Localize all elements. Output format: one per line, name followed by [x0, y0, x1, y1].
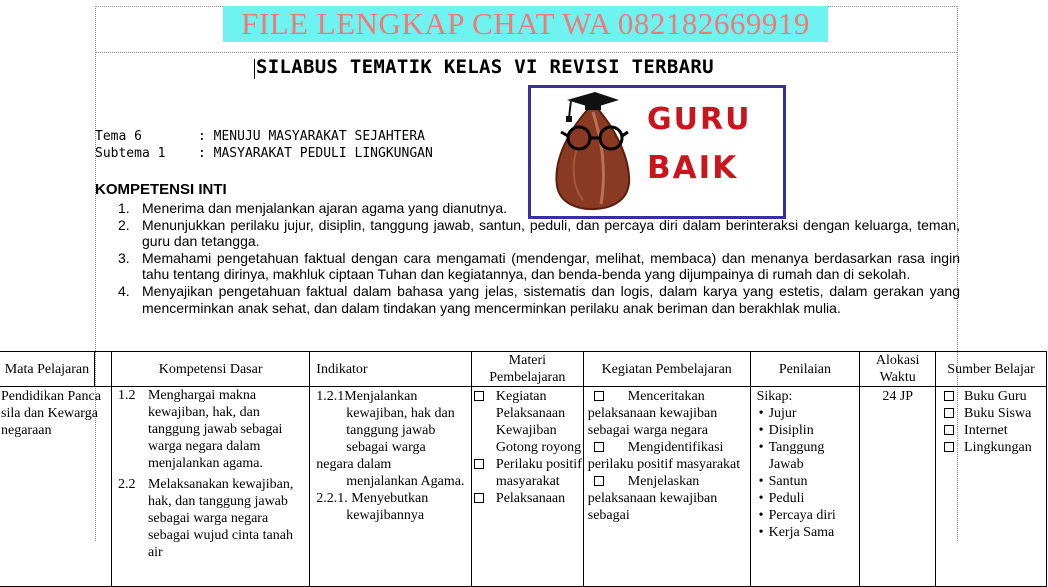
kd-item: [112, 387, 309, 472]
indikator-content: [310, 387, 471, 525]
alokasi-text: 24 JP: [882, 389, 914, 404]
bullet-icon: •: [758, 440, 764, 455]
kd-item-text: Melaksanakan kewajiban, hak, dan tanggung jawab sebagai warga negara sebagai wujud cinta tanah air: [147, 477, 294, 560]
silabus-table: [0, 351, 1047, 587]
sumber-text: Lingkungan: [964, 440, 1032, 455]
penilaian-text: Jujur: [768, 406, 797, 421]
sumber-item: [942, 439, 1046, 456]
cell-penilaian: [750, 387, 860, 587]
kegiatan-item: [588, 439, 746, 473]
document-title: SILABUS TEMATIK KELAS VI REVISI TERBARU: [256, 56, 714, 78]
kegiatan-item: [588, 473, 746, 524]
subtema-value: : MASYARAKAT PEDULI LINGKUNGAN: [198, 146, 433, 161]
materi-item: [472, 490, 583, 507]
ki-item-text: Menerima dan menjalankan ajaran agama yang dianutnya.: [142, 200, 508, 216]
penilaian-text: Santun: [768, 474, 808, 489]
penilaian-item: [757, 490, 857, 507]
penilaian-text: Kerja Sama: [768, 525, 835, 540]
penilaian-text: Tanggung Jawab: [768, 440, 825, 472]
ki-item: [112, 283, 960, 316]
ki-item-number: 3.: [118, 249, 130, 266]
penilaian-item: [757, 422, 857, 439]
header-penilaian: Penilaian: [750, 352, 860, 387]
penilaian-label: Sikap:: [756, 389, 793, 404]
kd-item: [112, 476, 309, 561]
ki-item-text: Memahami pengetahuan faktual dengan cara mengamati (mendengar, melihat, membaca) dan menanya berdasarkan rasa ingin tahu tentang dirinya, makhluk ciptaan Tuhan dan kegiatannya, dan benda-benda yang dijumpainya di rumah dan di sekolah.: [142, 249, 960, 283]
ki-item-text: Menyajikan pengetahuan faktual dalam bahasa yang jelas, sistematis dan logis, dalam karya yang estetis, dalam gerakan yang mencerminkan anak sehat, dan dalam tindakan yang mencerminkan perilaku anak beriman dan berakhlak mulia.: [142, 282, 960, 316]
materi-item: [472, 388, 583, 456]
penilaian-item: [757, 439, 857, 473]
cell-kegiatan: [583, 387, 750, 587]
materi-item: [472, 456, 583, 490]
header-alokasi: Alokasi Waktu: [860, 352, 936, 387]
header-materi: Materi Pembelajaran: [471, 352, 583, 387]
logo-text-baik: BAIK: [647, 150, 739, 186]
ki-item-number: 1.: [118, 200, 130, 216]
materi-text: Perilaku positif masyarakat: [495, 457, 582, 489]
checkbox-icon: [944, 425, 954, 435]
penilaian-item: [757, 473, 857, 490]
penilaian-item: [757, 524, 857, 541]
cell-indikator: [310, 387, 472, 587]
header-indikator: Indikator: [310, 352, 472, 387]
header-kd: Kompetensi Dasar: [111, 352, 309, 387]
ki-list: [112, 200, 960, 316]
kd-item-text: Menghargai makna kewajiban, hak, dan tanggung jawab sebagai warga negara dalam menjalankan agama.: [147, 388, 283, 471]
kegiatan-list: [584, 387, 750, 524]
ki-item: [112, 217, 960, 250]
ki-item-number: 2.: [118, 216, 130, 233]
penilaian-list: [757, 405, 857, 541]
bullet-icon: •: [758, 423, 764, 438]
indikator-line: 2.2.1. Menyebutkan kewajibannya: [316, 491, 429, 523]
sumber-text: Internet: [964, 423, 1008, 438]
header-sumber: Sumber Belajar: [936, 352, 1047, 387]
kd-item-number: 1.2: [117, 388, 136, 403]
table-row: [0, 387, 1047, 587]
kegiatan-text: Menceritakan pelaksanaan kewajiban sebagai warga negara: [587, 389, 718, 438]
bullet-icon: •: [758, 406, 764, 421]
cell-kd: [111, 387, 309, 587]
checkbox-icon: [594, 476, 604, 486]
kegiatan-text: Menjelaskan pelaksanaan kewajiban sebagai: [587, 474, 718, 523]
table-header-row: [0, 352, 1047, 387]
ki-heading: KOMPETENSI INTI: [95, 181, 227, 198]
checkbox-icon: [474, 391, 484, 401]
margin-guide-header: [95, 52, 957, 53]
tema-value: : MENUJU MASYARAKAT SEJAHTERA: [198, 129, 425, 144]
subtema-line: [95, 146, 433, 161]
logo-text-guru: GURU: [647, 102, 752, 137]
tema-key: Tema 6: [95, 129, 142, 144]
checkbox-icon: [474, 459, 484, 469]
tema-line: [95, 129, 425, 144]
bullet-icon: •: [758, 525, 764, 540]
indikator-line: 1.2.1Menjalankan kewajiban, hak dan tanggung jawab sebagai warga: [316, 389, 455, 455]
cell-materi: [471, 387, 583, 587]
penilaian-item: [757, 507, 857, 524]
checkbox-icon: [944, 442, 954, 452]
kegiatan-text: Mengidentifikasi perilaku positif masyarakat: [587, 440, 741, 472]
bullet-icon: •: [758, 491, 764, 506]
sumber-text: Buku Guru: [964, 389, 1027, 404]
indikator-line: menjalankan Agama.: [346, 474, 465, 489]
header-spacer: [94, 352, 111, 387]
indikator-line: negara dalam: [316, 457, 392, 472]
penilaian-content: [751, 387, 860, 542]
sumber-item: [942, 405, 1046, 422]
header-kegiatan: Kegiatan Pembelajaran: [583, 352, 750, 387]
checkbox-icon: [944, 408, 954, 418]
bullet-icon: •: [758, 474, 764, 489]
sumber-text: Buku Siswa: [964, 406, 1032, 421]
ki-item: [112, 200, 960, 217]
kd-item-number: 2.2: [117, 477, 136, 492]
header-mapel: Mata Pelajaran: [0, 352, 94, 387]
checkbox-icon: [474, 493, 484, 503]
ki-item-text: Menunjukkan perilaku jujur, disiplin, tanggung jawab, santun, peduli, dan percaya diri dalam berinteraksi dengan keluarga, teman, guru dan tetangga.: [142, 216, 960, 250]
materi-text: Pelaksanaan: [495, 491, 566, 506]
guru-baik-logo: [528, 85, 786, 219]
penilaian-text: Percaya diri: [768, 508, 836, 523]
contact-banner: FILE LENGKAP CHAT WA 082182669919: [223, 6, 828, 42]
checkbox-icon: [594, 391, 604, 401]
cell-mapel: [0, 387, 111, 587]
checkbox-icon: [594, 442, 604, 452]
penilaian-text: Peduli: [768, 491, 805, 506]
bullet-icon: •: [758, 508, 764, 523]
sumber-list: [936, 387, 1046, 456]
mapel-text: Pendidikan Pancasila dan Kewarganegaraan: [1, 389, 101, 438]
penilaian-text: Disiplin: [768, 423, 814, 438]
sumber-item: [942, 422, 1046, 439]
checkbox-icon: [944, 391, 954, 401]
subtema-key: Subtema 1: [95, 146, 166, 161]
ki-item: [112, 250, 960, 283]
kegiatan-item: [588, 388, 746, 439]
cell-alokasi: [860, 387, 936, 587]
ki-item-number: 4.: [118, 282, 130, 299]
materi-list: [472, 387, 583, 507]
materi-text: Kegiatan Pelaksanaan Kewajiban Gotong royong: [495, 389, 582, 455]
cell-sumber: [936, 387, 1047, 587]
penilaian-item: [757, 405, 857, 422]
sumber-item: [942, 388, 1046, 405]
text-cursor: [254, 59, 255, 79]
kd-list: [112, 387, 309, 561]
